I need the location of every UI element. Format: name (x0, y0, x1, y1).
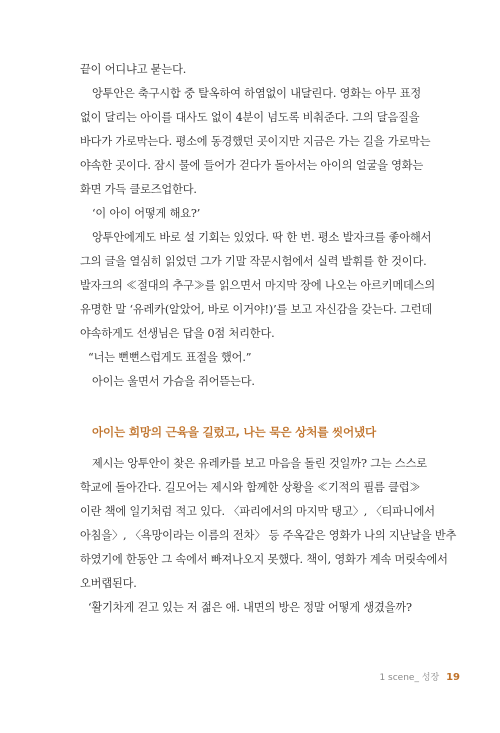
text-line: 앙투안은 축구시합 중 탈옥하여 하염없이 내달린다. 영화는 아무 표정 (92, 87, 422, 100)
text-line: 학교에 돌아간다. 길모어는 제시와 함께한 상황을 ≪기적의 필름 클럽≫ (80, 481, 421, 494)
text-line: “너는 뻔뻔스럽게도 표절을 했어.” (88, 351, 252, 364)
section-heading: 아이는 희망의 근육을 길렀고, 나는 묵은 상처를 씻어냈다 (92, 425, 377, 439)
paragraph-6 (92, 370, 470, 394)
paragraph-7 (80, 452, 458, 596)
text-line: 아침을〉, 〈욕망이라는 이름의 전차〉 등 주옥같은 영화가 나의 지난날을 반추 (80, 529, 457, 542)
text-line: 없이 달리는 아이를 대사도 없이 4분이 넘도록 비춰준다. 그의 달음질을 (80, 111, 420, 124)
text-line: 발자크의 ≪절대의 추구≫를 읽으면서 마지막 장에 나오는 아르키메데스의 (80, 279, 435, 292)
text-line: 화면 가득 클로즈업한다. (80, 183, 197, 196)
text-line: 야속한 곳이다. 잠시 물에 들어가 걷다가 돌아서는 아이의 얼굴을 영화는 (80, 159, 424, 172)
paragraph-3 (92, 202, 470, 226)
text-line: ‘활기차게 걷고 있는 저 젊은 애. 내면의 방은 정말 어떻게 생겼을까? (88, 601, 412, 614)
text-line: 오버랩된다. (80, 577, 137, 590)
page-footer (379, 670, 460, 683)
text-line: 제시는 앙투안이 찾은 유레카를 보고 마음을 돌린 것일까? 그는 스스로 (92, 457, 427, 470)
text-line: 유명한 말 ‘유레카(알았어, 바로 이거야!)’를 보고 자신감을 갖는다. 그런데 (80, 303, 433, 316)
paragraph-5 (88, 346, 466, 370)
text-line: 그의 글을 열심히 읽었던 그가 기말 작문시험에서 실력 발휘를 한 것이다. (80, 255, 427, 268)
text-line: 하였기에 한동안 그 속에서 빠져나오지 못했다. 책이, 영화가 계속 머릿속에서 (80, 553, 448, 566)
text-line: 바다가 가로막는다. 평소에 동경했던 곳이지만 지금은 가는 길을 가로막는 (80, 135, 431, 148)
text-line: 끝이 어디냐고 묻는다. (80, 63, 187, 76)
page-number: 19 (446, 672, 460, 683)
text-line: 야속하게도 선생님은 답을 0점 처리한다. (80, 327, 275, 340)
text-line: ‘이 아이 어떻게 해요?’ (92, 207, 201, 220)
paragraph-1 (80, 58, 458, 82)
paragraph-2 (80, 82, 458, 202)
text-line: 앙투안에게도 바로 설 기회는 있었다. 딱 한 번. 평소 발자크를 좋아해서 (92, 231, 432, 244)
text-line: 이란 책에 일기처럼 적고 있다. 〈파리에서의 마지막 탱고〉, 〈티파니에서 (80, 505, 435, 518)
paragraph-4 (80, 226, 458, 346)
paragraph-8 (88, 596, 466, 620)
text-line: 아이는 울면서 가슴을 쥐어뜯는다. (92, 375, 255, 388)
section-label: 1 scene_ 성장 (379, 673, 440, 683)
